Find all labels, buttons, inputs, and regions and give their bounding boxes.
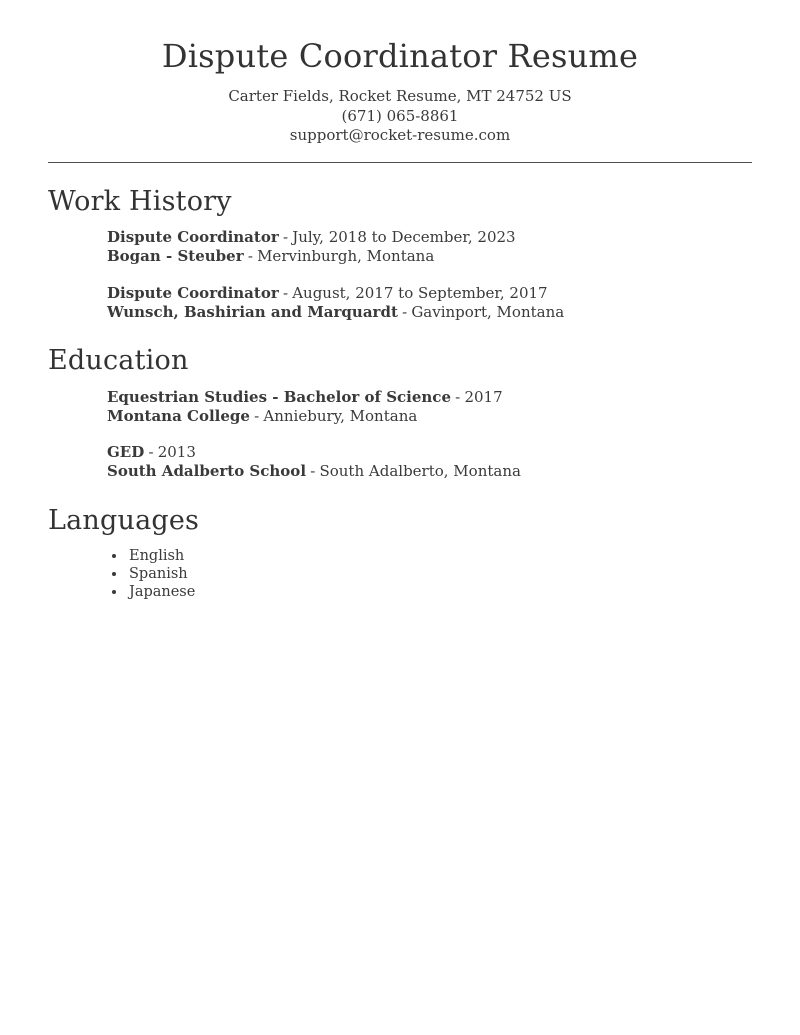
graduation-year: 2013 [157, 443, 196, 462]
school-line [107, 462, 752, 481]
job-company: Wunsch, Bashirian and Marquardt [107, 302, 398, 321]
separator-dash: - [402, 302, 408, 321]
job-dates: August, 2017 to September, 2017 [292, 283, 548, 302]
separator-dash: - [282, 228, 289, 247]
contact-phone: (671) 065-8861 [341, 106, 459, 125]
degree: GED [107, 443, 145, 462]
language-list [48, 547, 752, 601]
job-location: Mervinburgh, Montana [257, 247, 435, 266]
separator-dash: - [148, 443, 154, 462]
job-title-line [107, 228, 752, 247]
job-company-line [107, 303, 752, 322]
job-title: Dispute Coordinator [107, 283, 279, 302]
language-item: • English [127, 547, 752, 565]
separator-dash: - [282, 283, 289, 302]
contact-address: Carter Fields, Rocket Resume, MT 24752 US [228, 87, 572, 105]
contact-email: support@rocket-resume.com [289, 126, 511, 144]
section-heading-work-history: Work History [48, 185, 232, 217]
education-entry [107, 388, 752, 426]
job-title-line [107, 284, 752, 303]
school-line [107, 407, 752, 426]
degree-line [107, 443, 752, 462]
separator-dash: - [455, 387, 461, 406]
school: Montana College [107, 407, 250, 426]
job-title: Dispute Coordinator [107, 228, 279, 247]
job-location: Gavinport, Montana [411, 302, 565, 321]
section-heading-languages: Languages [48, 504, 200, 536]
school-location: Anniebury, Montana [263, 407, 418, 426]
work-history-entry [107, 284, 752, 322]
job-company-line [107, 247, 752, 266]
job-dates: July, 2018 to December, 2023 [292, 228, 516, 247]
section-heading-education: Education [48, 345, 189, 377]
separator-dash: - [254, 407, 260, 426]
job-company: Bogan - Steuber [107, 247, 244, 266]
school: South Adalberto School [107, 462, 307, 481]
education-entry [107, 443, 752, 481]
degree-line [107, 388, 752, 407]
degree: Equestrian Studies - Bachelor of Science [107, 387, 451, 406]
page-title: Dispute Coordinator Resume [161, 37, 639, 75]
contact-block [48, 87, 752, 146]
separator-dash: - [310, 462, 316, 481]
school-location: South Adalberto, Montana [319, 462, 521, 481]
header-divider [48, 162, 752, 163]
language-item: • Spanish [127, 565, 752, 583]
graduation-year: 2017 [464, 387, 503, 406]
work-history-entry [107, 228, 752, 266]
language-item: • Japanese [127, 583, 752, 601]
separator-dash: - [247, 247, 253, 266]
